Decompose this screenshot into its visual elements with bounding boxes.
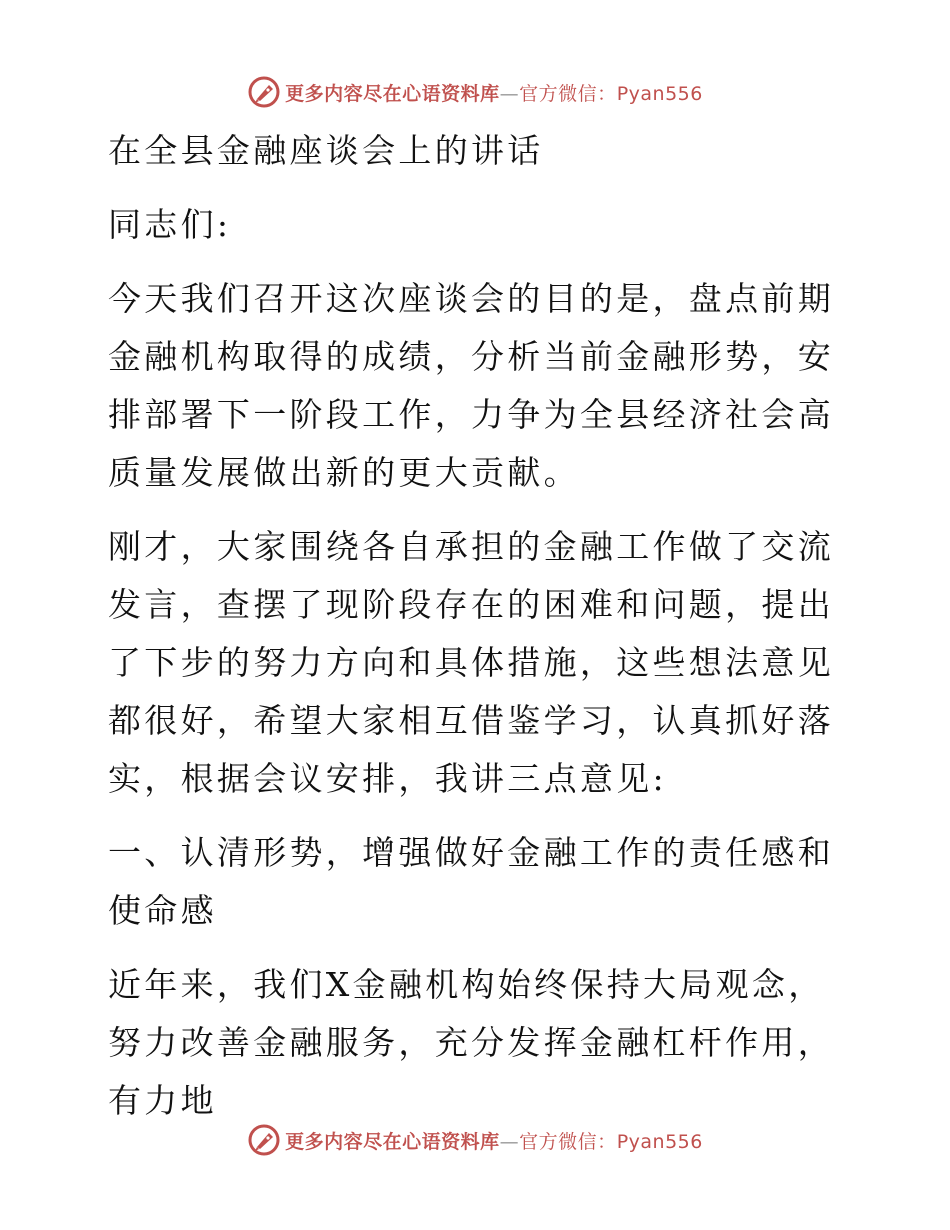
salutation: 同志们: [108, 205, 232, 244]
footer-watermark [0, 1120, 950, 1160]
watermark-text [285, 79, 703, 106]
watermark-official-label: 官方微信： [519, 1130, 617, 1153]
pen-nib-logo-icon [247, 1123, 281, 1157]
watermark-separator: — [499, 1130, 520, 1153]
watermark-brand: 更多内容尽在心语资料库 [285, 1130, 500, 1153]
paragraph-2: 刚才，大家围绕各自承担的金融工作做了交流发言，查摆了现阶段存在的困难和问题，提出了下步的努力方向和具体措施，这些想法意见都很好，希望大家相互借鉴学习，认真抓好落实，根据会议安排，我讲三点意见: [108, 527, 834, 798]
watermark-separator: — [499, 82, 520, 105]
watermark-brand: 更多内容尽在心语资料库 [285, 82, 500, 105]
watermark-text [285, 1127, 703, 1154]
document-title: 在全县金融座谈会上的讲话 [108, 131, 544, 170]
header-watermark [0, 72, 950, 112]
paragraph-3: 近年来，我们X金融机构始终保持大局观念，努力改善金融服务，充分发挥金融杠杆作用，有力地 [108, 965, 834, 1120]
watermark-official-label: 官方微信： [519, 82, 617, 105]
paragraph-1: 今天我们召开这次座谈会的目的是，盘点前期金融机构取得的成绩，分析当前金融形势，安排部署下一阶段工作，力争为全县经济社会高质量发展做出新的更大贡献。 [108, 279, 834, 492]
pen-nib-logo-icon [247, 75, 281, 109]
document-body [100, 122, 860, 1146]
watermark-wechat-id: Pyan556 [616, 82, 703, 105]
section-heading-1: 一、认清形势，增强做好金融工作的责任感和使命感 [108, 833, 834, 930]
watermark-wechat-id: Pyan556 [616, 1130, 703, 1153]
